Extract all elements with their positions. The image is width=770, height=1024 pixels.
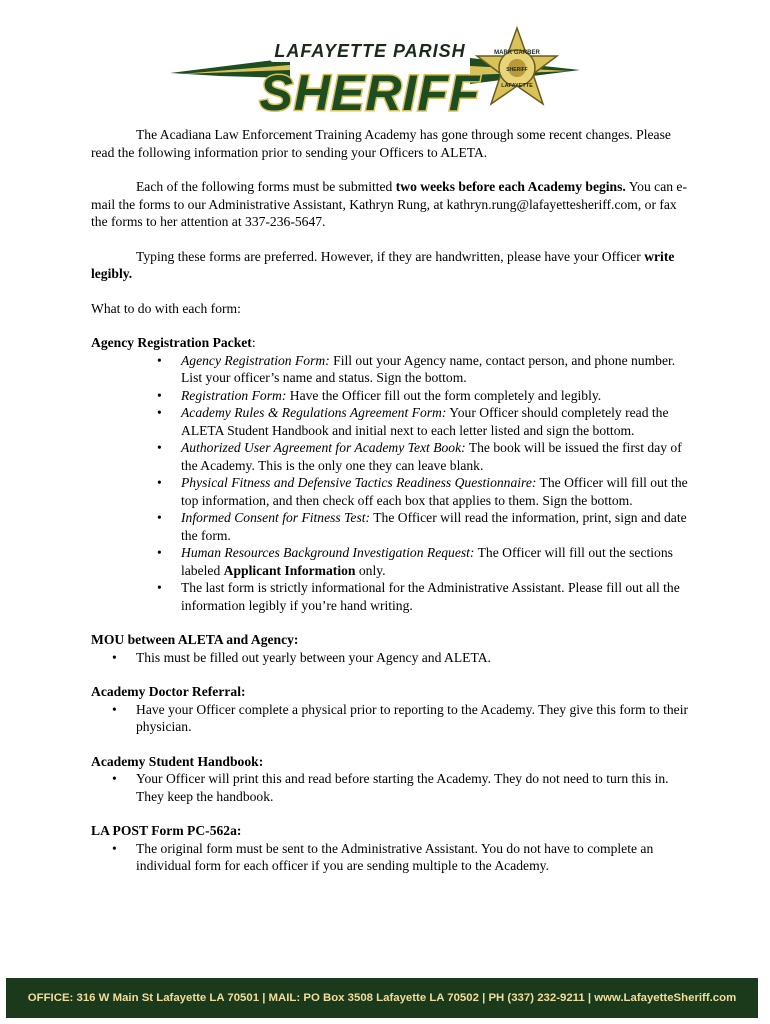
form-title: Registration Form: (181, 387, 287, 403)
list-item: • This must be filled out yearly between your Agency and ALETA. (91, 649, 691, 667)
form-title: Informed Consent for Fitness Test: (181, 510, 371, 525)
student-handbook-list (91, 770, 691, 805)
agency-packet-list (91, 352, 691, 615)
list-item: • The last form is strictly informational for the Administrative Assistant. Please fill out all the information legibly if you’re hand writing. (91, 579, 691, 614)
form-emphasis: Applicant Information (223, 562, 356, 578)
agency-packet-heading-colon: : (251, 335, 256, 350)
la-post-list (91, 840, 691, 875)
footer-contact-text: OFFICE: 316 W Main St Lafayette LA 70501 | MAIL: PO Box 3508 Lafayette LA 70502 | PH (337) 232-9211 | www.LafayetteSheriff.com (27, 992, 737, 1004)
student-handbook-heading: Academy Student Handbook: (91, 753, 264, 769)
form-instructions: Fill out your Agency name, contact person, and phone number. List your officer’s name and status. Sign the bottom. (181, 352, 676, 385)
list-item (91, 439, 691, 474)
agency-packet-heading-text: Agency Registration Packet (91, 335, 252, 350)
deadline-paragraph (91, 178, 691, 231)
form-instructions: Your Officer should completely read the ALETA Student Handbook and initial next to each letter listed and sign the bottom. (181, 405, 669, 438)
form-instructions: The book will be issued the first day of the Academy. This is the only one they can leave blank. (181, 440, 682, 473)
form-title: Physical Fitness and Defensive Tactics Readiness Questionnaire: (181, 475, 537, 490)
mou-heading: MOU between ALETA and Agency: (91, 632, 299, 647)
list-item: • Your Officer will print this and read before starting the Academy. They do not need to turn this in. They keep the handbook. (91, 770, 691, 805)
list-item: • The original form must be sent to the Administrative Assistant. You do not have to complete an individual form for each officer if you are sending multiple to the Academy. (91, 840, 691, 875)
list-item (91, 474, 691, 509)
doctor-referral-list (91, 701, 691, 736)
legibility-emphasis: write legibly. (91, 248, 675, 281)
sheriff-logo (0, 18, 770, 118)
list-item: • Have your Officer complete a physical prior to reporting to the Academy. They give this form to their physician. (91, 701, 691, 736)
badge-bottom-text: LAFAYETTE (501, 83, 533, 89)
footer-bar (6, 978, 758, 1018)
forms-lead-in: What to do with each form: (91, 300, 241, 316)
badge-middle-text: SHERIFF (506, 67, 528, 73)
form-instructions: Have the Officer fill out the form completely and legibly. (286, 387, 602, 403)
doctor-referral-heading: Academy Doctor Referral: (91, 684, 246, 699)
letterhead (0, 18, 770, 118)
deadline-emphasis: two weeks before each Academy begins. (395, 179, 626, 194)
badge-top-text: MARK GARBER (494, 50, 540, 56)
list-item (91, 509, 691, 544)
legibility-text: Typing these forms are preferred. However, if they are handwritten, please have your Officer (136, 248, 645, 264)
form-title: Human Resources Background Investigation Request: (181, 545, 475, 560)
list-item (91, 404, 691, 439)
form-instructions: The Officer will read the information, print, sign and date the form. (181, 510, 687, 543)
list-item (91, 352, 691, 387)
form-instructions: The Officer will fill out the top information, and then check off each box that applies to them. Sign the bottom. (181, 475, 688, 508)
legibility-paragraph (91, 248, 691, 283)
letter-body (91, 126, 691, 875)
contact-text: You can e-mail the forms to our Administrative Assistant, Kathryn Rung, at kathryn.rung@lafayettesheriff.com, or fax the forms to her attention at 337-236-5647. (91, 179, 687, 229)
deadline-text: Each of the following forms must be submitted (136, 179, 396, 194)
intro-paragraph: The Acadiana Law Enforcement Training Academy has gone through some recent changes. Please read the following information prior to sending your Officers to ALETA. (91, 127, 671, 160)
la-post-heading: LA POST Form PC-562a: (91, 823, 242, 838)
form-title: Authorized User Agreement for Academy Text Book: (181, 440, 466, 455)
form-instructions: The Officer will fill out the sections labeled (181, 545, 673, 578)
sheriff-wordmark: SHERIFF (259, 65, 481, 118)
mou-list (91, 649, 691, 667)
agency-packet-heading (91, 334, 691, 352)
form-title: Agency Registration Form: (181, 352, 330, 368)
parish-text: LAFAYETTE PARISH (274, 41, 466, 61)
list-item (91, 387, 691, 405)
form-title: Academy Rules & Regulations Agreement Form: (181, 405, 447, 420)
form-instructions-end: only. (355, 562, 386, 578)
list-item (91, 544, 691, 579)
